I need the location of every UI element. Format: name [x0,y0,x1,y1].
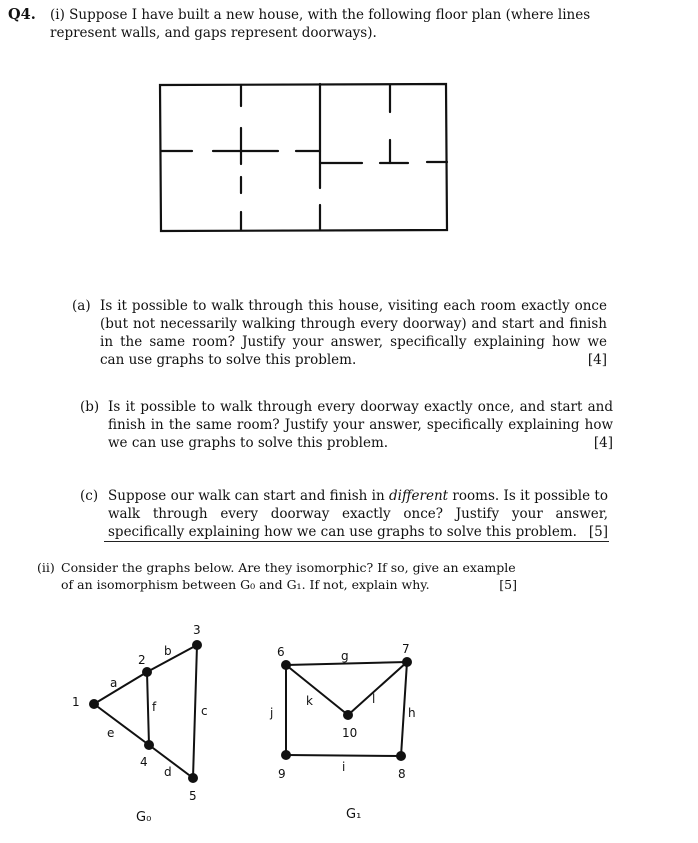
part-c-label: (c) [80,488,99,504]
edge-l [348,662,407,715]
part-c [80,487,608,541]
part-b-text: Is it possible to walk through every doorway exactly once, and start and finish in the same room? Justify your answer, specifically explaining how we can use graphs to solve this problem. [108,399,613,451]
part-i-text: Suppose I have built a new house, with the following floor plan (where lines represent walls, and gaps represent doorways). [50,7,591,41]
part-a-label: (a) [72,298,91,314]
edge-label: f [152,700,157,714]
question-number: Q4. [8,6,36,23]
part-ii-label: (ii) [37,560,55,575]
edge-e [94,704,149,745]
part-b [80,398,613,452]
vertex-label: 2 [138,653,146,667]
vertex-label: 9 [278,767,286,781]
vertex-5 [188,773,198,783]
vertex-7 [402,657,412,667]
edge-label: i [342,760,346,774]
edge-label: e [107,726,115,740]
edge-a [94,672,147,704]
graph-g1 [262,640,432,830]
part-c-emphasis: different [389,488,449,504]
vertex-9 [281,750,291,760]
vertex-6 [281,660,291,670]
part-ii-marks: [5] [499,577,517,592]
part-b-marks: [4] [593,435,613,451]
part-c-text-2: rooms. Is it possible to walk through every doorway exactly once? Justify your answer, specifically explaining how we can use graphs to solve this problem. [108,488,608,540]
part-c-marks: [5] [588,524,608,540]
edge-f [147,672,149,745]
edge-c [193,645,197,778]
part-i-intro [50,6,620,42]
part-c-text-1: Suppose our walk can start and finish in [108,488,390,504]
vertex-label: 7 [402,642,410,656]
part-ii [37,559,517,593]
edge-label: j [270,706,274,720]
edge-label: l [372,692,376,706]
vertex-10 [343,710,353,720]
floor-plan [150,78,450,238]
edge-h [401,662,407,756]
edge-label: k [306,694,313,708]
vertex-label: 10 [342,726,358,740]
vertex-label: 5 [189,789,197,803]
graph-g0 [60,615,230,835]
edge-label: b [164,644,172,658]
part-b-label: (b) [80,399,100,415]
part-i-label: (i) [50,7,65,23]
edge-label: g [341,649,349,663]
divider-line [104,541,609,542]
vertex-label: 8 [398,767,406,781]
graph-caption: G₁ [346,807,362,822]
edge-i [286,755,401,756]
edge-k [286,665,348,715]
vertex-label: 3 [193,623,201,637]
edge-label: h [408,706,416,720]
vertex-4 [144,740,154,750]
part-a-marks: [4] [587,352,607,368]
floor-plan-outer-walls [160,84,447,231]
graph-caption: G₀ [136,810,152,825]
edge-b [147,645,197,672]
part-a-text: Is it possible to walk through this house, visiting each room exactly once (but not necessarily walking through every doorway) and start and finish in the same room? Justify your answer, specifically explaining how we can use graphs to solve this problem. [100,298,607,368]
part-ii-text: Consider the graphs below. Are they isomorphic? If so, give an example of an isomorphism between G₀ and G₁. If not, explain why. [61,560,516,592]
edge-label: d [164,765,172,779]
part-a [72,297,607,369]
vertex-8 [396,751,406,761]
vertex-label: 1 [72,695,80,709]
edge-label: c [201,704,208,718]
edge-label: a [110,676,118,690]
vertex-2 [142,667,152,677]
vertex-3 [192,640,202,650]
vertex-label: 6 [277,645,285,659]
vertex-label: 4 [140,755,148,769]
vertex-1 [89,699,99,709]
